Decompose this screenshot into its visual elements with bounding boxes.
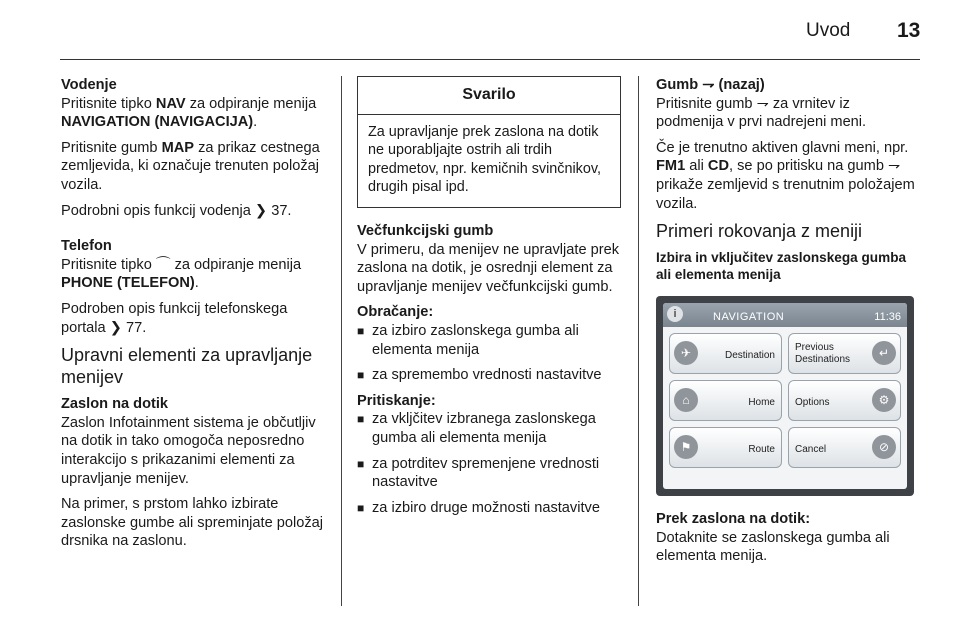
zaslon-paragraph-1: Zaslon Infotainment sistema je občutljiv na dotik in tako omogoča neposredno interakcijo s prikazanimi elementi za upravljanje menijev. [61, 414, 316, 487]
warning-text: Za upravljanje prek zaslona na dotik ne uporabljajte ostrih ali trdih predmetov, npr. kemičnih svinčnikov, drugih pisal ipd. [368, 123, 602, 196]
gumb-heading: Gumb ⇁ (nazaj) [656, 77, 765, 93]
phone-icon: ⌒ [155, 256, 171, 273]
prek-heading: Prek zaslona na dotik: [656, 511, 811, 528]
header-rule [60, 59, 920, 60]
navigation-title-bar [663, 303, 907, 327]
back-icon: ⇁ [756, 95, 769, 112]
gumb-paragraph-1: Pritisnite gumb ⇁ za vrnitev iz podmenija v prvi nadrejeni meni. [656, 95, 867, 131]
back-icon: ⇁ [888, 158, 901, 175]
cancel-icon: ⊘ [872, 435, 896, 459]
izbira-heading: Izbira in vključitev zaslonskega gumba ali elementa menija [656, 250, 907, 283]
list-item: ■ za vkljčitev izbranega zaslonskega gumba ali elementa menija [357, 410, 621, 447]
telefon-paragraph-2: Podroben opis funkcij telefonskega portala ❯ 77. [61, 300, 288, 336]
telefon-paragraph-1: Pritisnite tipko ⌒ za odpiranje menija PHONE (TELEFON). [61, 256, 302, 292]
navigation-button-grid [663, 327, 907, 474]
list-item: ■ za potrditev spremenjene vrednosti nastavitve [357, 455, 621, 492]
route-button: ⚑ Route [669, 427, 782, 468]
back-icon: ⇁ [702, 77, 715, 93]
zaslon-heading: Zaslon na dotik [61, 396, 169, 413]
vodenje-paragraph-3: Podrobni opis funkcij vodenja ❯ 37. [61, 202, 292, 219]
vodenje-heading: Vodenje [61, 77, 117, 93]
column-1 [61, 76, 331, 558]
cancel-button: Cancel ⊘ [788, 427, 901, 468]
page-header-title: Uvod [806, 20, 851, 41]
gumb-paragraph-2: Če je trenutno aktiven glavni meni, npr. FM1 ali CD, se po pritisku na gumb ⇁ prikaže zemljevid s trenutnim položajem vozila. [656, 139, 915, 212]
navigation-screen-title: NAVIGATION [713, 311, 785, 324]
vodenje-paragraph-1: Pritisnite tipko NAV za odpiranje menija NAVIGATION (NAVIGACIJA). [61, 95, 317, 131]
home-icon: ⌂ [674, 388, 698, 412]
telefon-heading: Telefon [61, 238, 112, 255]
vecf-paragraph: V primeru, da menijev ne upravljate prek zaslona na dotik, je osrednji element za upravljanje menijev večfunkcijski gumb. [357, 241, 620, 295]
prek-paragraph: Dotaknite se zaslonskega gumba ali elementa menija. [656, 529, 890, 565]
list-item: ■ za spremembo vrednosti nastavitve [357, 366, 621, 385]
section-title-upravni: Upravni elementi za upravljanje menijev [61, 345, 313, 388]
destination-icon: ✈ [674, 341, 698, 365]
page-ref-icon: ❯ [254, 202, 268, 219]
navigation-screenshot [656, 296, 914, 496]
warning-title: Svarilo [358, 77, 620, 115]
info-icon: i [667, 306, 683, 322]
column-2 [357, 76, 621, 524]
history-icon: ↵ [872, 341, 896, 365]
destination-button: ✈ Destination [669, 333, 782, 374]
column-3 [656, 76, 920, 573]
navigation-screen-time: 11:36 [874, 311, 901, 324]
warning-box [357, 76, 621, 208]
zaslon-paragraph-2: Na primer, s prstom lahko izbirate zaslonske gumbe ali spreminjate položaj drsnika na zaslonu. [61, 496, 324, 550]
home-button: ⌂ Home [669, 380, 782, 421]
previous-destinations-button: Previous Destinations ↵ [788, 333, 901, 374]
section-title-primeri: Primeri rokovanja z meniji [656, 221, 863, 242]
navigation-screen-display [663, 303, 907, 489]
list-item: ■ za izbiro druge možnosti nastavitve [357, 499, 621, 518]
page-number: 13 [897, 19, 921, 42]
vodenje-paragraph-2: Pritisnite gumb MAP za prikaz cestnega zemljevida, ki označuje trenuten položaj vozila. [61, 139, 320, 193]
column-divider-2 [638, 76, 639, 606]
pritiskanje-heading: Pritiskanje: [357, 392, 436, 409]
gear-icon: ⚙ [872, 388, 896, 412]
column-divider-1 [341, 76, 342, 606]
obracanje-heading: Obračanje: [357, 304, 434, 321]
options-button: Options ⚙ [788, 380, 901, 421]
list-item: ■ za izbiro zaslonskega gumba ali elementa menija [357, 322, 621, 359]
route-icon: ⚑ [674, 435, 698, 459]
page-ref-icon: ❯ [109, 319, 122, 336]
vecf-heading: Večfunkcijski gumb [357, 222, 494, 239]
